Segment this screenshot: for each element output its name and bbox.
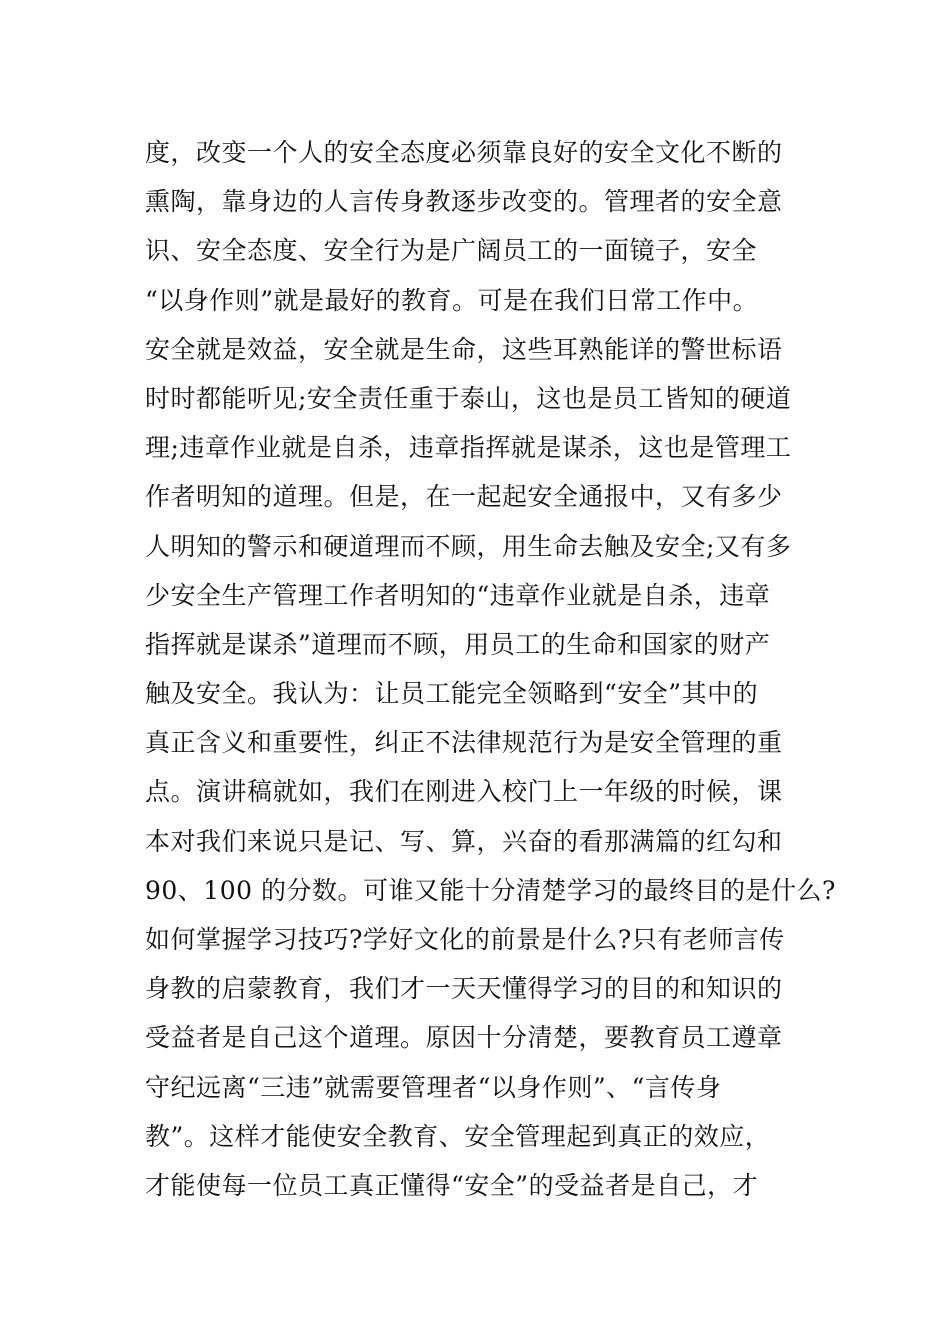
body-text: [145, 128, 845, 1210]
text-line: 安全就是效益，安全就是生命，这些耳熟能详的警世标语: [145, 334, 783, 364]
text-line: 身教的启蒙教育，我们才一天天懂得学习的目的和知识的: [145, 974, 783, 1004]
text-line: 本对我们来说只是记、写、算，兴奋的看那满篇的红勾和: [145, 826, 783, 856]
text-line: 90、100 的分数。可谁又能十分清楚学习的最终目的是什么?: [145, 875, 836, 905]
text-line: 人明知的警示和硬道理而不顾，用生命去触及安全;又有多: [145, 531, 792, 561]
text-line: 教”。这样才能使安全教育、安全管理起到真正的效应，: [145, 1121, 771, 1151]
text-line: 指挥就是谋杀”道理而不顾，用员工的生命和国家的财产: [145, 629, 771, 659]
text-line: 守纪远离“三违”就需要管理者“以身作则”、“言传身: [145, 1072, 722, 1102]
text-line: 少安全生产管理工作者明知的“违章作业就是自杀，违章: [145, 580, 771, 610]
text-line: 时时都能听见;安全责任重于泰山，这也是员工皆知的硬道: [145, 383, 792, 413]
text-line: 真正含义和重要性，纠正不法律规范行为是安全管理的重: [145, 728, 783, 758]
text-line: 作者明知的道理。但是，在一起起安全通报中，又有多少: [145, 482, 783, 512]
text-line: 受益者是自己这个道理。原因十分清楚，要教育员工遵章: [145, 1023, 783, 1053]
text-line: 度，改变一个人的安全态度必须靠良好的安全文化不断的: [145, 138, 783, 167]
text-line: 理;违章作业就是自杀，违章指挥就是谋杀，这也是管理工: [145, 433, 792, 463]
text-line: “以身作则”就是最好的教育。可是在我们日常工作中。: [145, 285, 759, 315]
text-line: 点。演讲稿就如，我们在刚进入校门上一年级的时候，课: [145, 777, 783, 807]
text-line: 如何掌握学习技巧?学好文化的前景是什么?只有老师言传: [145, 925, 785, 954]
text-line: 识、安全态度、安全行为是广阔员工的一面镜子，安全: [145, 236, 758, 266]
text-line: 才能使每一位员工真正懂得“安全”的受益者是自己，才: [145, 1170, 759, 1200]
text-line: 触及安全。我认为：让员工能完全领略到“安全”其中的: [145, 679, 759, 709]
text-line: 熏陶，靠身边的人言传身教逐步改变的。管理者的安全意: [145, 187, 783, 217]
